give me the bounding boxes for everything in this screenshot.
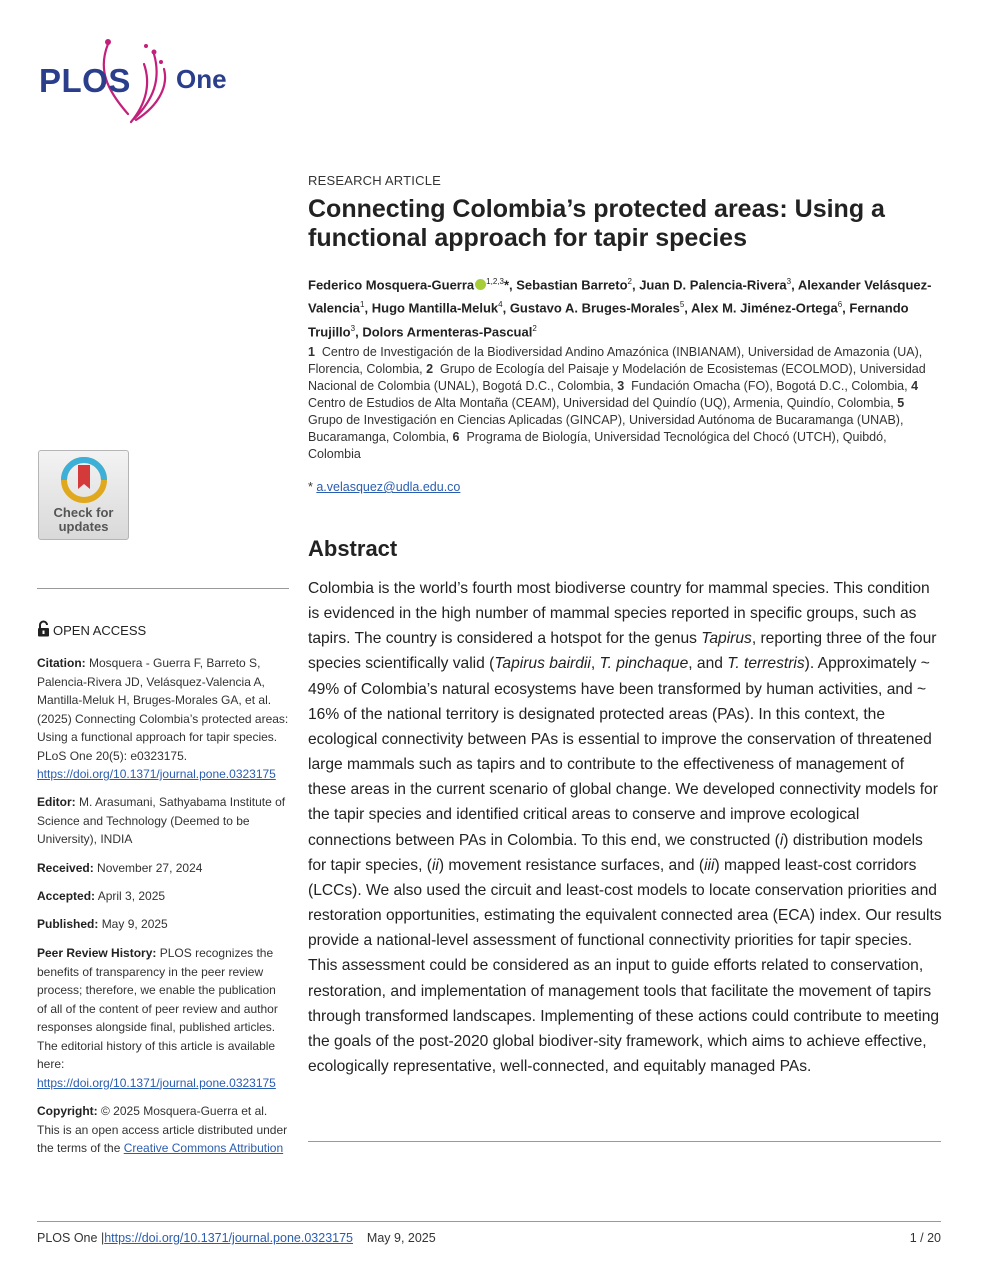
affiliation-number: 3: [617, 379, 625, 393]
author-name: Federico Mosquera-Guerra: [308, 277, 475, 293]
author-name: Fernando Trujillo: [308, 300, 909, 339]
abstract-text: Colombia is the world’s fourth most biodiverse country for mammal species. This condition is evidenced in the high number of mammal species reported in specific groups, such as tapirs. The country is considered a hotspot for the genus Tapirus, reporting three of the four species scientifically valid (Tapirus bairdii, T. pinchaque, and T. terrestris). Approximately ~ 49% of Colombia’s natural ecosystems have been transformed by human activities, and ~ 16% of the national territory is designated protected areas (PAs). In this context, the ecological connectivity between PAs is essential to improve the conservation of threatened large mammals such as tapirs and to contribute to the effectiveness of management of these areas in the current scenario of global change. We developed connectivity models for the tapir species and identified critical areas to conserve and improve ecological connections between PAs in Colombia. To this end, we constructed (i) distribution models for tapir species, (ii) movement resistance surfaces, and (iii) mapped least-cost corridors (LCCs). We also used the circuit and least-cost models to locate conservation priorities and restoration opportunities, estimating the equivalent connected area (ECA) index. Our results provide a national-level assessment of functional connectivity priorities for tapir species. This assessment could be considered as an input to guide efforts related to conservation, restoration, and implementation of management tools that facilitate the movement of tapirs through transformed landscapes. Implementing of these actions could contribute to meeting the goals of the post-2020 global biodiver-sity framework, which aims to achieve effective, ecologically representative, well-connected, and equitably managed PAs.: [308, 580, 942, 1075]
affiliation-text: Centro de Estudios de Alta Montaña (CEAM), Universidad del Quindío (UQ), Armenia, Quindío, Colombia,: [308, 396, 894, 410]
editor-block: Editor: M. Arasumani, Sathyabama Institute of Science and Technology (Deemed to be University), INDIA: [37, 795, 286, 846]
citation-doi-link[interactable]: https://doi.org/10.1371/journal.pone.0323175: [37, 767, 276, 781]
crossmark-icon: [59, 455, 109, 505]
article-type: RESEARCH ARTICLE: [308, 173, 441, 188]
affiliation-text: Centro de Investigación de la Biodiversidad Andino Amazónica (INBIANAM), Universidad de Amazonia (UA), Florencia, Colombia,: [308, 345, 923, 376]
footer-journal: PLOS One: [37, 1231, 98, 1245]
author-affiliation-number: 1: [360, 300, 365, 310]
footer-date: May 9, 2025: [366, 1231, 436, 1245]
peer-review-doi-link[interactable]: https://doi.org/10.1371/journal.pone.0323175: [37, 1075, 276, 1090]
affiliation-number: 1: [308, 345, 315, 359]
published-block: Published: May 9, 2025: [37, 917, 168, 931]
orcid-icon[interactable]: [475, 279, 486, 290]
page-footer: [37, 1231, 941, 1245]
check-for-updates-button[interactable]: [38, 450, 129, 540]
check-for-updates-label: Check for updates: [53, 505, 114, 534]
abstract-divider: [308, 1141, 941, 1142]
footer-divider: [37, 1221, 941, 1222]
author-affiliation-number: 2: [627, 277, 632, 286]
author-name: Hugo Mantilla-Meluk: [371, 300, 499, 316]
affiliation-number: 2: [426, 362, 434, 376]
open-lock-icon: [37, 620, 50, 640]
author-name: Alex M. Jiménez-Ortega: [691, 300, 838, 316]
author-list: Federico Mosquera-Guerra $^{1,2,3}$*, Sebastian Barreto$^2$, Juan D. Palencia-Rivera$^3$, Alexander Velásquez-Valencia$^1$, Hugo Mantilla-Meluk$^4$, Gustavo A. Bruges-Morales$^5$, Alex M. Jiménez-Ortega$^6$, Fernando Trujillo$^3$, Dolors Armenteras-Pascual$^2$: [308, 277, 932, 339]
copyright-block: Copyright: © 2025 Mosquera-Guerra et al. This is an open access article distributed under the terms of the Creative Commons Attribution: [37, 1104, 288, 1155]
affiliation-text: Programa de Biología, Universidad Tecnológica del Chocó (UTCH), Quibdó, Colombia: [308, 430, 887, 461]
citation-block: Citation: Mosquera - Guerra F, Barreto S, Palencia-Rivera JD, Velásquez-Valencia A, Mantilla-Meluk H, Bruges-Morales GA, et al. (2025) Connecting Colombia’s protected areas: Using a functional approach for tapir species. PLoS One 20(5): e0323175. https://doi.org/10.1371/journal.pone.0323175: [37, 656, 289, 781]
author-name: Juan D. Palencia-Rivera: [639, 277, 787, 293]
open-access-label: OPEN ACCESS: [37, 620, 146, 640]
corresponding-author: * a.velasquez@udla.edu.co: [308, 480, 461, 494]
author-name: Alexander Velásquez-Valencia: [308, 277, 932, 316]
author-affiliation-number: 2: [532, 323, 537, 333]
page-number: 1 / 20: [909, 1231, 941, 1245]
author-affiliation-number: 6: [837, 300, 843, 310]
author-affiliation-number: 4: [498, 300, 503, 310]
accepted-block: Accepted: April 3, 2025: [37, 889, 166, 903]
sidebar-divider: [37, 588, 289, 589]
author-affiliation-number: 3: [786, 277, 792, 286]
author-name: Sebastian Barreto: [516, 277, 628, 293]
footer-doi-link[interactable]: https://doi.org/10.1371/journal.pone.0323175: [104, 1231, 353, 1245]
creative-commons-link[interactable]: Creative Commons Attribution: [123, 1141, 284, 1155]
journal-logo[interactable]: [36, 34, 246, 129]
author-name: Dolors Armenteras-Pascual: [362, 323, 533, 339]
author-name: Gustavo A. Bruges-Morales: [509, 300, 680, 316]
abstract-heading: Abstract: [308, 536, 398, 561]
affiliation-number: 5: [897, 396, 905, 410]
footer-separator: |: [100, 1231, 105, 1245]
affiliations: [308, 344, 938, 463]
corresponding-email-link[interactable]: a.velasquez@udla.edu.co: [316, 480, 461, 494]
received-block: Received: November 27, 2024: [37, 861, 203, 875]
author-affiliation-number: 5: [679, 300, 685, 310]
author-affiliation-number: 3: [350, 323, 356, 333]
logo-one-text: One: [176, 64, 227, 94]
affiliation-text: Fundación Omacha (FO), Bogotá D.C., Colombia,: [631, 379, 908, 393]
peer-review-block: Peer Review History: PLOS recognizes the benefits of transparency in the peer review process; therefore, we enable the publication of all of the content of peer review and author responses alongside final, published articles. The editorial history of this article is available here: https://doi.org/10.1371/journal.pone.0323175: [37, 946, 278, 1090]
logo-plos-text: PLOS: [39, 62, 131, 99]
author-affiliation-number: 1,2,3: [486, 277, 504, 286]
affiliation-number: 4: [911, 379, 919, 393]
affiliation-number: 6: [452, 430, 460, 444]
affiliation-text: Grupo de Investigación en Ciencias Aplicadas (GINCAP), Universidad Autónoma de Bucaramanga (UNAB), Bucaramanga, Colombia,: [308, 413, 904, 444]
article-title: Connecting Colombia’s protected areas: Using a functional approach for tapir species: [308, 195, 885, 252]
affiliation-text: Grupo de Ecología del Paisaje y Modelación de Ecosistemas (ECOLMOD), Universidad Nacional de Colombia (UNAL), Bogotá D.C., Colombia,: [308, 362, 926, 393]
